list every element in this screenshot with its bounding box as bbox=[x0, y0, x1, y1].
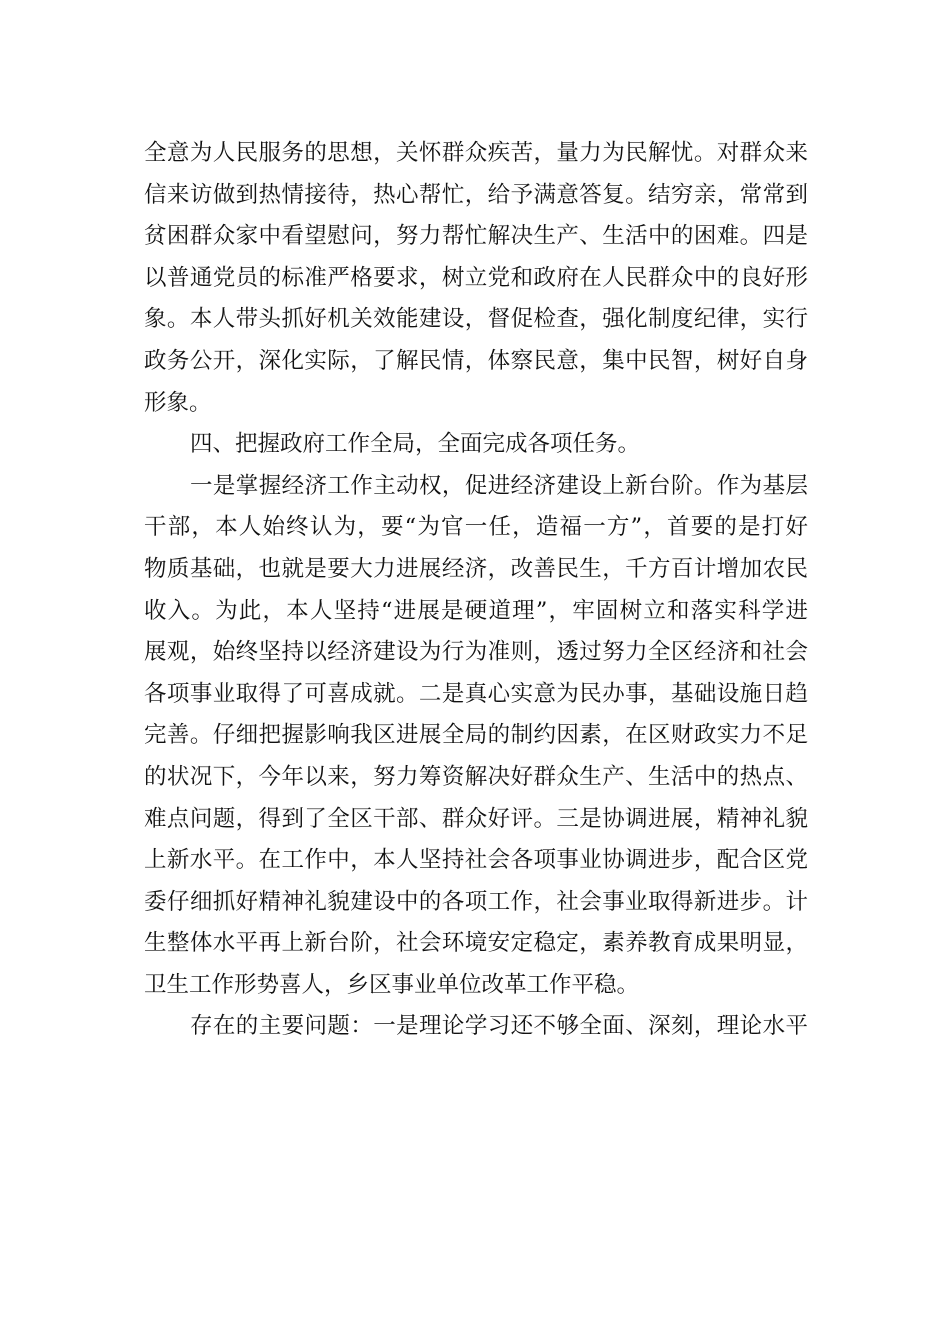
text-line: 展观，始终坚持以经济建设为行为准则，透过努力全区经济和社会 bbox=[144, 639, 808, 666]
paragraph-first-line: 存在的主要问题：一是理论学习还不够全面、深刻，理论水平 bbox=[190, 1013, 808, 1040]
text-line: 收入。为此，本人坚持“进展是硬道理”，牢固树立和落实科学进 bbox=[144, 597, 808, 624]
document-body bbox=[144, 133, 808, 1048]
text-line: 难点问题，得到了全区干部、群众好评。三是协调进展，精神礼貌 bbox=[144, 805, 808, 832]
text-line: 生整体水平再上新台阶，社会环境安定稳定，素养教育成果明显， bbox=[144, 930, 808, 957]
text-line: 卫生工作形势喜人，乡区事业单位改革工作平稳。 bbox=[144, 971, 640, 998]
text-line: 干部，本人始终认为，要“为官一任，造福一方”，首要的是打好 bbox=[144, 514, 808, 541]
paragraph-first-line: 一是掌握经济工作主动权，促进经济建设上新台阶。作为基层 bbox=[190, 472, 808, 499]
text-line: 各项事业取得了可喜成就。二是真心实意为民办事，基础设施日趋 bbox=[144, 680, 808, 707]
text-line: 政务公开，深化实际，了解民情，体察民意，集中民智，树好自身 bbox=[144, 347, 808, 374]
text-line: 完善。仔细把握影响我区进展全局的制约因素，在区财政实力不足 bbox=[144, 722, 808, 749]
text-line: 象。本人带头抓好机关效能建设，督促检查，强化制度纪律，实行 bbox=[144, 306, 808, 333]
text-line: 贫困群众家中看望慰问，努力帮忙解决生产、生活中的困难。四是 bbox=[144, 223, 808, 250]
text-line: 委仔细抓好精神礼貌建设中的各项工作，社会事业取得新进步。计 bbox=[144, 888, 808, 915]
section-heading: 四、把握政府工作全局，全面完成各项任务。 bbox=[190, 431, 641, 458]
text-line: 形象。 bbox=[144, 389, 212, 416]
text-line: 物质基础，也就是要大力进展经济，改善民生，千方百计增加农民 bbox=[144, 555, 808, 582]
text-line: 的状况下，今年以来，努力筹资解决好群众生产、生活中的热点、 bbox=[144, 763, 808, 790]
text-line: 信来访做到热情接待，热心帮忙，给予满意答复。结穷亲，常常到 bbox=[144, 181, 808, 208]
text-line: 上新水平。在工作中，本人坚持社会各项事业协调进步，配合区党 bbox=[144, 847, 808, 874]
text-line: 全意为人民服务的思想，关怀群众疾苦，量力为民解忧。对群众来 bbox=[144, 140, 808, 166]
text-line: 以普通党员的标准严格要求，树立党和政府在人民群众中的良好形 bbox=[144, 264, 808, 291]
